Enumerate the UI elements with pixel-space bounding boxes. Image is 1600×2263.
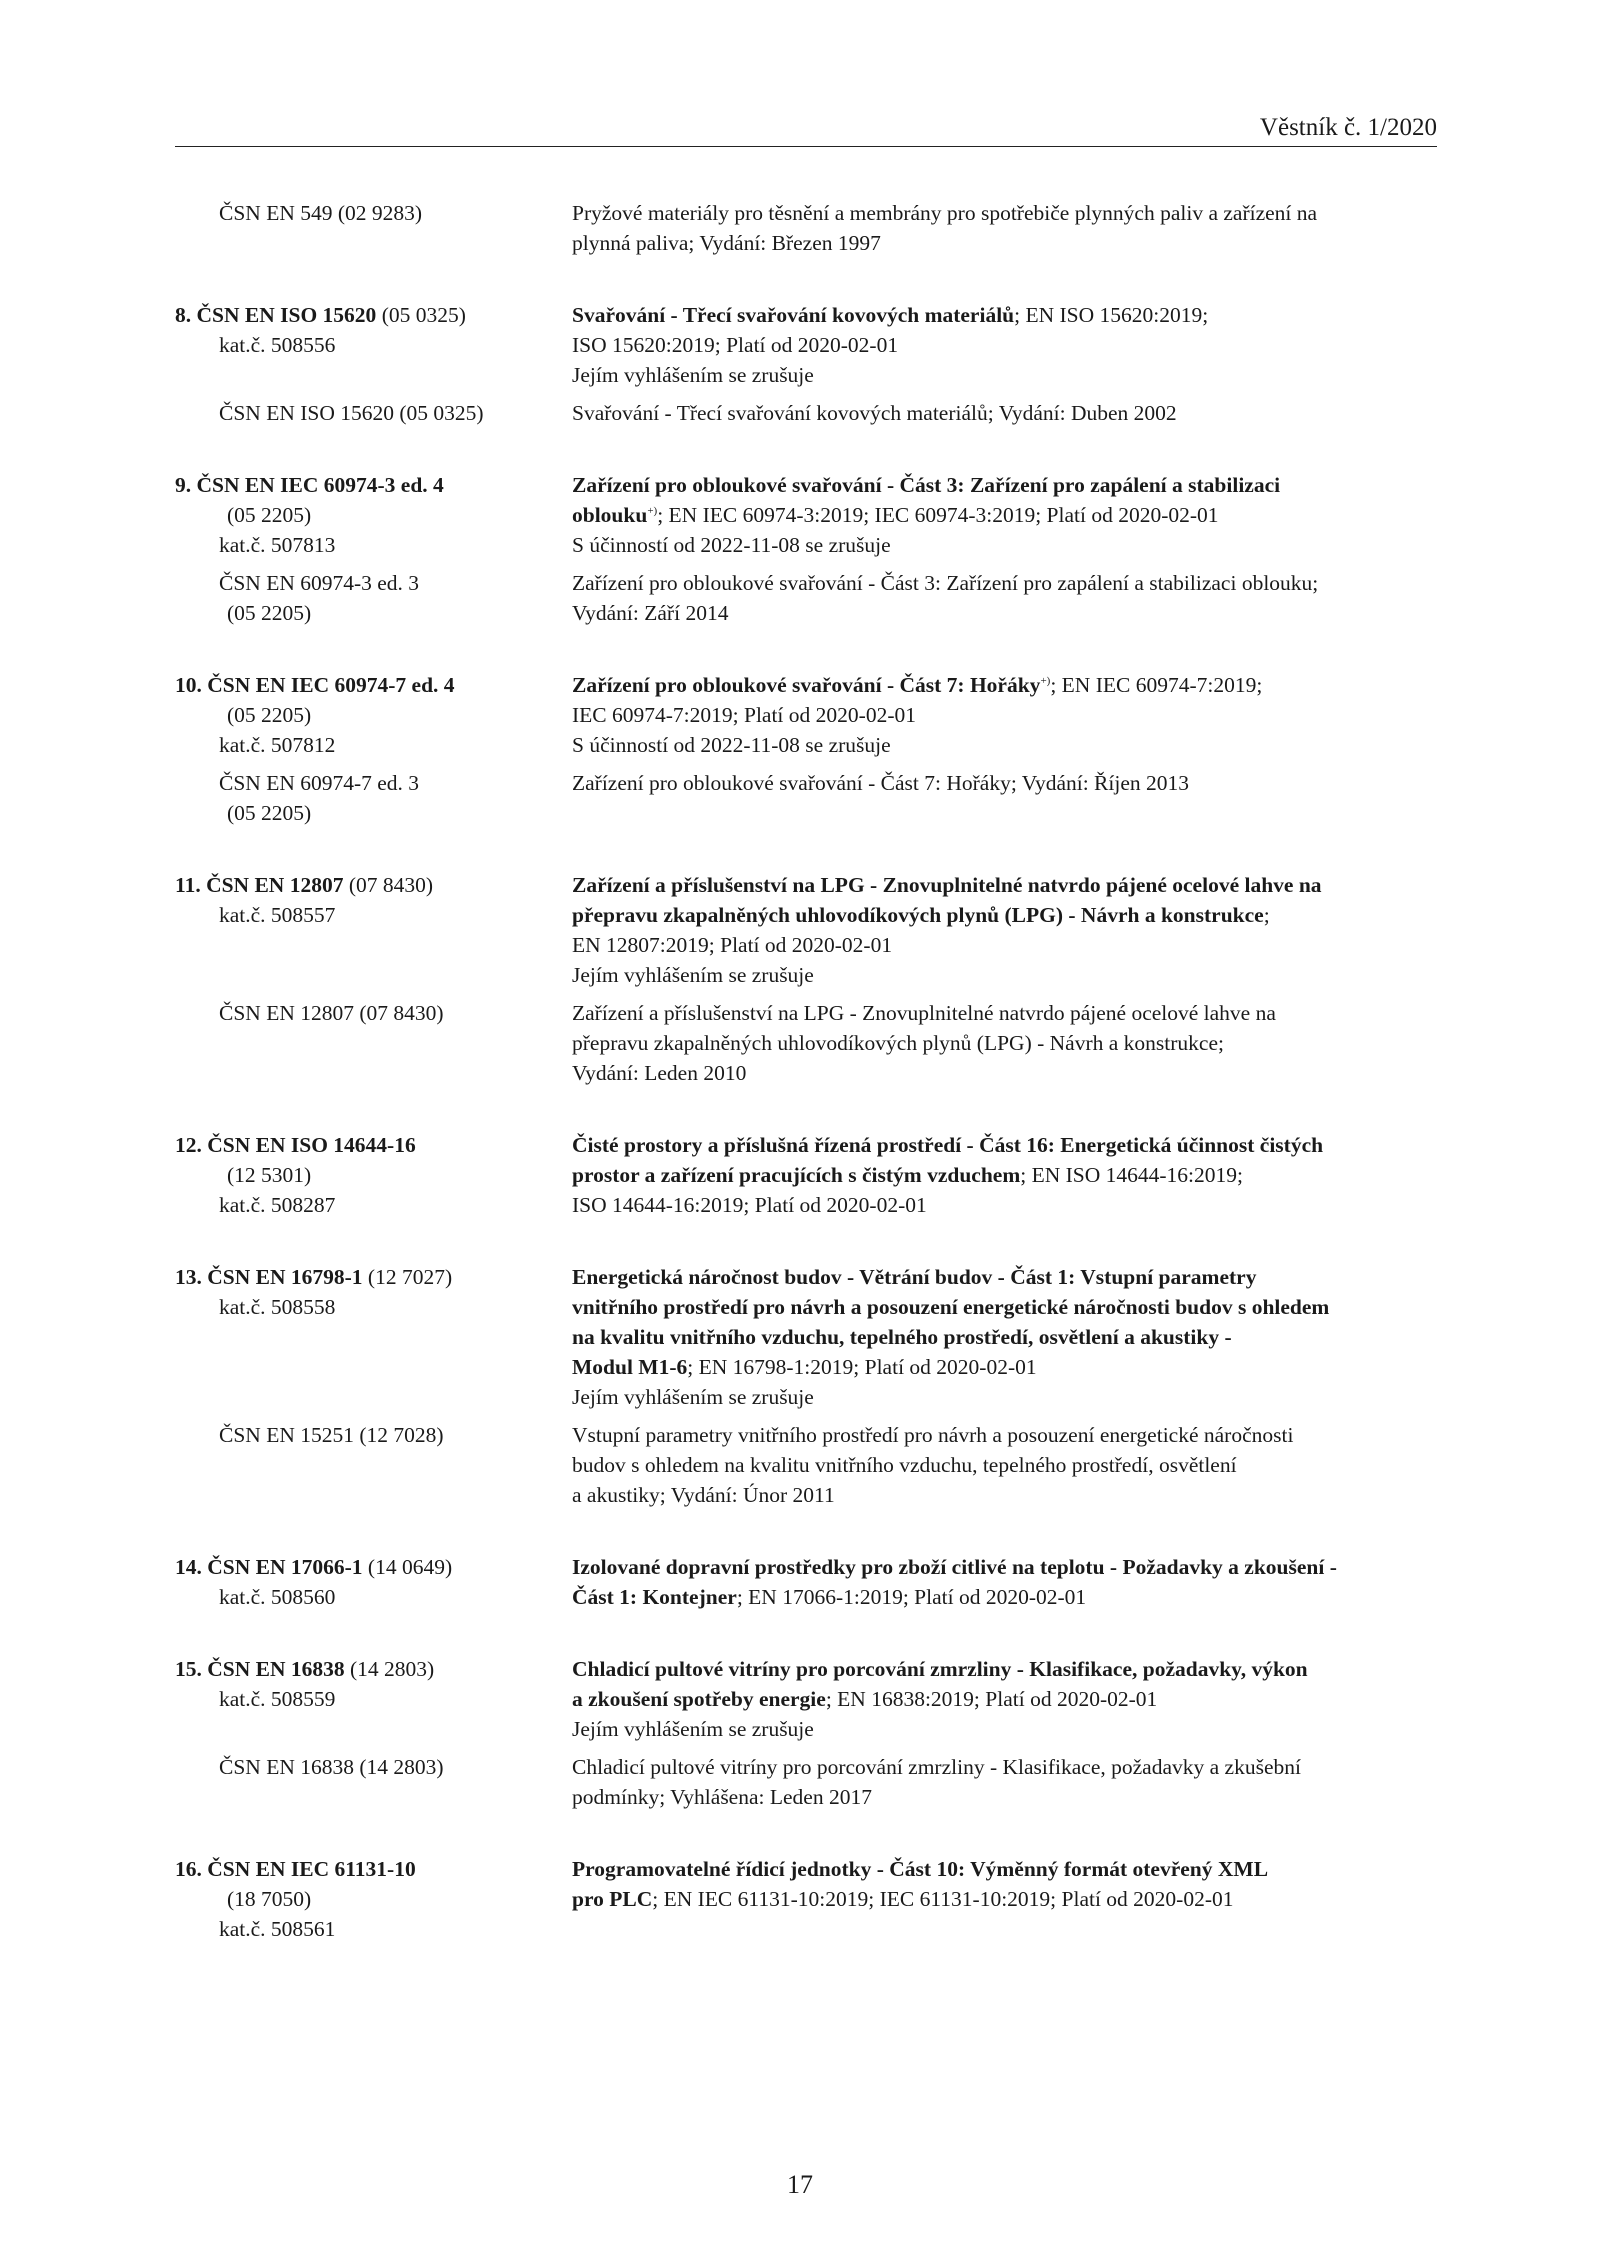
description-line xyxy=(572,228,1437,258)
standard-designation xyxy=(175,300,572,390)
replaced-standard-row xyxy=(175,398,1437,428)
description-line xyxy=(572,398,1437,428)
standard-description xyxy=(572,1130,1437,1220)
standard-description xyxy=(572,1654,1437,1744)
standard-row xyxy=(175,1654,1437,1744)
description-line xyxy=(572,1292,1437,1322)
standard-entry xyxy=(175,1654,1437,1812)
text-segment: 16. ČSN EN IEC 61131-10 xyxy=(175,1857,416,1881)
text-segment: ; EN IEC 60974-7:2019; xyxy=(1050,673,1263,697)
designation-line xyxy=(175,470,572,500)
text-segment: 9. ČSN EN IEC 60974-3 ed. 4 xyxy=(175,473,444,497)
description-line xyxy=(572,1684,1437,1714)
description-line xyxy=(572,1160,1437,1190)
text-segment: ČSN EN 16838 (14 2803) xyxy=(219,1755,444,1779)
text-segment: Programovatelné řídicí jednotky - Část 10: Výměnný formát otevřený XML xyxy=(572,1857,1269,1881)
designation-line xyxy=(175,700,572,730)
description-line xyxy=(572,1582,1437,1612)
text-segment: ČSN EN 549 (02 9283) xyxy=(219,201,423,225)
standard-row xyxy=(175,1130,1437,1220)
replaced-standard-row xyxy=(175,568,1437,628)
standard-description xyxy=(572,198,1437,258)
description-line xyxy=(572,500,1437,530)
description-line xyxy=(572,1028,1437,1058)
standard-row xyxy=(175,470,1437,560)
designation-line xyxy=(175,1262,572,1292)
text-segment: Zařízení a příslušenství na LPG - Znovuplnitelné natvrdo pájené ocelové lahve na xyxy=(572,1001,1276,1025)
description-line xyxy=(572,1322,1437,1352)
text-segment: 13. ČSN EN 16798-1 xyxy=(175,1265,363,1289)
text-segment: Zařízení pro obloukové svařování - Část 7: Hořáky; Vydání: Říjen 2013 xyxy=(572,771,1190,795)
designation-line xyxy=(175,670,572,700)
standard-description xyxy=(572,470,1437,560)
standard-description xyxy=(572,398,1437,428)
text-segment: ČSN EN 15251 (12 7028) xyxy=(219,1423,444,1447)
standards-list xyxy=(175,198,1437,1986)
standard-row xyxy=(175,300,1437,390)
text-segment: (07 8430) xyxy=(343,873,434,897)
designation-line xyxy=(175,500,572,530)
text-segment: 10. ČSN EN IEC 60974-7 ed. 4 xyxy=(175,673,455,697)
designation-line xyxy=(175,1752,572,1782)
description-line xyxy=(572,1420,1437,1450)
standard-description xyxy=(572,1552,1437,1612)
text-segment: 14. ČSN EN 17066-1 xyxy=(175,1555,363,1579)
text-segment: 11. ČSN EN 12807 xyxy=(175,873,344,897)
text-segment: kat.č. 508287 xyxy=(219,1193,336,1217)
designation-line xyxy=(175,998,572,1028)
standard-designation xyxy=(175,870,572,990)
description-line xyxy=(572,960,1437,990)
designation-line xyxy=(175,1854,572,1884)
text-segment: (05 2205) xyxy=(227,503,312,527)
designation-line xyxy=(175,1292,572,1322)
text-segment: ČSN EN 60974-3 ed. 3 xyxy=(219,571,420,595)
standard-row xyxy=(175,870,1437,990)
standard-description xyxy=(572,300,1437,390)
designation-line xyxy=(175,1190,572,1220)
designation-line xyxy=(175,1582,572,1612)
standard-entry xyxy=(175,470,1437,628)
text-segment: (12 7027) xyxy=(362,1265,453,1289)
designation-line xyxy=(175,870,572,900)
description-line xyxy=(572,198,1437,228)
designation-line xyxy=(175,1552,572,1582)
text-segment: Svařování - Třecí svařování kovových materiálů; Vydání: Duben 2002 xyxy=(572,401,1177,425)
text-segment: (14 2803) xyxy=(344,1657,435,1681)
description-line xyxy=(572,730,1437,760)
designation-line xyxy=(175,398,572,428)
designation-line xyxy=(175,900,572,930)
designation-line xyxy=(175,768,572,798)
description-line xyxy=(572,470,1437,500)
standard-designation xyxy=(175,568,572,628)
standard-designation xyxy=(175,198,572,258)
standard-entry xyxy=(175,1854,1437,1944)
text-segment: kat.č. 508558 xyxy=(219,1295,336,1319)
text-segment: (05 2205) xyxy=(227,703,312,727)
description-line xyxy=(572,1552,1437,1582)
standard-designation xyxy=(175,998,572,1088)
description-line xyxy=(572,700,1437,730)
text-segment: ; EN 16838:2019; Platí od 2020-02-01 xyxy=(825,1687,1158,1711)
standard-row xyxy=(175,198,1437,258)
footnote-mark: +) xyxy=(647,504,658,517)
text-segment: oblouku xyxy=(572,503,648,527)
designation-line xyxy=(175,1914,572,1944)
description-line xyxy=(572,1480,1437,1510)
text-segment: S účinností od 2022-11-08 se zrušuje xyxy=(572,733,891,757)
standard-row xyxy=(175,1854,1437,1944)
text-segment: Zařízení a příslušenství na LPG - Znovuplnitelné natvrdo pájené ocelové lahve na xyxy=(572,873,1322,897)
description-line xyxy=(572,568,1437,598)
text-segment: 15. ČSN EN 16838 xyxy=(175,1657,345,1681)
description-line xyxy=(572,900,1437,930)
text-segment: ČSN EN ISO 15620 (05 0325) xyxy=(219,401,484,425)
description-line xyxy=(572,1782,1437,1812)
text-segment: (05 2205) xyxy=(227,601,312,625)
description-line xyxy=(572,998,1437,1028)
standard-entry xyxy=(175,300,1437,428)
standard-entry xyxy=(175,670,1437,828)
replaced-standard-row xyxy=(175,768,1437,828)
designation-line xyxy=(175,330,572,360)
standard-designation xyxy=(175,470,572,560)
description-line xyxy=(572,330,1437,360)
text-segment: kat.č. 508560 xyxy=(219,1585,336,1609)
designation-line xyxy=(175,300,572,330)
description-line xyxy=(572,1752,1437,1782)
text-segment: S účinností od 2022-11-08 se zrušuje xyxy=(572,533,891,557)
standard-designation xyxy=(175,1654,572,1744)
description-line xyxy=(572,1262,1437,1292)
standard-designation xyxy=(175,1420,572,1510)
text-segment: přepravu zkapalněných uhlovodíkových plynů (LPG) - Návrh a konstrukce; xyxy=(572,1031,1224,1055)
text-segment: a akustiky; Vydání: Únor 2011 xyxy=(572,1483,835,1507)
text-segment: Pryžové materiály pro těsnění a membrány pro spotřebiče plynných paliv a zařízení na xyxy=(572,201,1318,225)
text-segment: ; EN 16798-1:2019; Platí od 2020-02-01 xyxy=(687,1355,1037,1379)
standard-designation xyxy=(175,1752,572,1812)
text-segment: ; EN ISO 14644-16:2019; xyxy=(1020,1163,1244,1187)
text-segment: kat.č. 508557 xyxy=(219,903,336,927)
text-segment: a zkoušení spotřeby energie xyxy=(572,1687,826,1711)
description-line xyxy=(572,1884,1437,1914)
description-line xyxy=(572,1450,1437,1480)
standard-description xyxy=(572,568,1437,628)
standard-entry xyxy=(175,1552,1437,1612)
description-line xyxy=(572,598,1437,628)
description-line xyxy=(572,1382,1437,1412)
text-segment: ČSN EN 60974-7 ed. 3 xyxy=(219,771,420,795)
text-segment: Část 1: Kontejner xyxy=(572,1585,737,1609)
text-segment: vnitřního prostředí pro návrh a posouzení energetické náročnosti budov s ohledem xyxy=(572,1295,1330,1319)
standard-description xyxy=(572,870,1437,990)
text-segment: kat.č. 507812 xyxy=(219,733,336,757)
standard-entry xyxy=(175,198,1437,258)
standard-designation xyxy=(175,1854,572,1944)
designation-line xyxy=(175,730,572,760)
text-segment: Čisté prostory a příslušná řízená prostředí - Část 16: Energetická účinnost čistých xyxy=(572,1133,1324,1157)
text-segment: Modul M1-6 xyxy=(572,1355,688,1379)
description-line xyxy=(572,768,1437,798)
text-segment: Izolované dopravní prostředky pro zboží citlivé na teplotu - Požadavky a zkoušení - xyxy=(572,1555,1337,1579)
standard-description xyxy=(572,998,1437,1088)
text-segment: (18 7050) xyxy=(227,1887,312,1911)
text-segment: budov s ohledem na kvalitu vnitřního vzduchu, tepelného prostředí, osvětlení xyxy=(572,1453,1237,1477)
text-segment: Jejím vyhlášením se zrušuje xyxy=(572,963,814,987)
standard-designation xyxy=(175,670,572,760)
description-line xyxy=(572,1854,1437,1884)
text-segment: prostor a zařízení pracujících s čistým vzduchem xyxy=(572,1163,1021,1187)
text-segment: přepravu zkapalněných uhlovodíkových plynů (LPG) - Návrh a konstrukce xyxy=(572,903,1264,927)
designation-line xyxy=(175,568,572,598)
standard-description xyxy=(572,768,1437,828)
text-segment: ; xyxy=(1263,903,1270,927)
text-segment: ISO 15620:2019; Platí od 2020-02-01 xyxy=(572,333,899,357)
text-segment: (14 0649) xyxy=(362,1555,453,1579)
replaced-standard-row xyxy=(175,998,1437,1088)
description-line xyxy=(572,1058,1437,1088)
standard-description xyxy=(572,1420,1437,1510)
standard-designation xyxy=(175,1552,572,1612)
text-segment: Zařízení pro obloukové svařování - Část 7: Hořáky xyxy=(572,673,1041,697)
text-segment: Jejím vyhlášením se zrušuje xyxy=(572,1717,814,1741)
standard-entry xyxy=(175,1262,1437,1510)
standard-row xyxy=(175,1552,1437,1612)
description-line xyxy=(572,1352,1437,1382)
standard-row xyxy=(175,670,1437,760)
text-segment: Chladicí pultové vitríny pro porcování zmrzliny - Klasifikace, požadavky a zkušební xyxy=(572,1755,1301,1779)
designation-line xyxy=(175,1420,572,1450)
text-segment: Energetická náročnost budov - Větrání budov - Část 1: Vstupní parametry xyxy=(572,1265,1257,1289)
text-segment: ČSN EN 12807 (07 8430) xyxy=(219,1001,444,1025)
text-segment: plynná paliva; Vydání: Březen 1997 xyxy=(572,231,881,255)
text-segment: na kvalitu vnitřního vzduchu, tepelného prostředí, osvětlení a akustiky - xyxy=(572,1325,1232,1349)
standard-row xyxy=(175,1262,1437,1412)
text-segment: ; EN ISO 15620:2019; xyxy=(1014,303,1209,327)
text-segment: pro PLC xyxy=(572,1887,653,1911)
text-segment: (05 0325) xyxy=(376,303,466,327)
text-segment: kat.č. 508559 xyxy=(219,1687,336,1711)
text-segment: 12. ČSN EN ISO 14644-16 xyxy=(175,1133,416,1157)
standard-designation xyxy=(175,398,572,428)
text-segment: ; EN IEC 60974-3:2019; IEC 60974-3:2019; Platí od 2020-02-01 xyxy=(657,503,1219,527)
text-segment: Vydání: Září 2014 xyxy=(572,601,729,625)
description-line xyxy=(572,930,1437,960)
designation-line xyxy=(175,198,572,228)
description-line xyxy=(572,670,1437,700)
description-line xyxy=(572,870,1437,900)
text-segment: podmínky; Vyhlášena: Leden 2017 xyxy=(572,1785,872,1809)
standard-designation xyxy=(175,1262,572,1412)
footnote-mark: +) xyxy=(1040,674,1051,687)
description-line xyxy=(572,1654,1437,1684)
designation-line xyxy=(175,598,572,628)
text-segment: Zařízení pro obloukové svařování - Část 3: Zařízení pro zapálení a stabilizaci oblouku; xyxy=(572,571,1319,595)
text-segment: (12 5301) xyxy=(227,1163,312,1187)
standard-designation xyxy=(175,1130,572,1220)
text-segment: Chladicí pultové vitríny pro porcování zmrzliny - Klasifikace, požadavky, výkon xyxy=(572,1657,1308,1681)
standard-designation xyxy=(175,768,572,828)
designation-line xyxy=(175,1684,572,1714)
designation-line xyxy=(175,1130,572,1160)
text-segment: Jejím vyhlášením se zrušuje xyxy=(572,1385,814,1409)
replaced-standard-row xyxy=(175,1752,1437,1812)
text-segment: Vydání: Leden 2010 xyxy=(572,1061,747,1085)
text-segment: kat.č. 508556 xyxy=(219,333,336,357)
text-segment: kat.č. 507813 xyxy=(219,533,336,557)
standard-description xyxy=(572,1752,1437,1812)
description-line xyxy=(572,530,1437,560)
text-segment: (05 2205) xyxy=(227,801,312,825)
designation-line xyxy=(175,1654,572,1684)
standard-description xyxy=(572,1854,1437,1944)
description-line xyxy=(572,1714,1437,1744)
text-segment: ; EN IEC 61131-10:2019; IEC 61131-10:2019; Platí od 2020-02-01 xyxy=(652,1887,1234,1911)
text-segment: 8. ČSN EN ISO 15620 xyxy=(175,303,377,327)
text-segment: kat.č. 508561 xyxy=(219,1917,336,1941)
text-segment: IEC 60974-7:2019; Platí od 2020-02-01 xyxy=(572,703,916,727)
page-header xyxy=(175,108,1437,147)
designation-line xyxy=(175,530,572,560)
text-segment: Svařování - Třecí svařování kovových materiálů xyxy=(572,303,1015,327)
text-segment: ; EN 17066-1:2019; Platí od 2020-02-01 xyxy=(736,1585,1087,1609)
standard-description xyxy=(572,1262,1437,1412)
standard-entry xyxy=(175,870,1437,1088)
designation-line xyxy=(175,798,572,828)
replaced-standard-row xyxy=(175,1420,1437,1510)
text-segment: Zařízení pro obloukové svařování - Část 3: Zařízení pro zapálení a stabilizaci xyxy=(572,473,1281,497)
text-segment: Vstupní parametry vnitřního prostředí pro návrh a posouzení energetické náročnosti xyxy=(572,1423,1294,1447)
text-segment: EN 12807:2019; Platí od 2020-02-01 xyxy=(572,933,893,957)
description-line xyxy=(572,1190,1437,1220)
description-line xyxy=(572,1130,1437,1160)
description-line xyxy=(572,300,1437,330)
text-segment: Jejím vyhlášením se zrušuje xyxy=(572,363,814,387)
standard-entry xyxy=(175,1130,1437,1220)
text-segment: ISO 14644-16:2019; Platí od 2020-02-01 xyxy=(572,1193,927,1217)
page-number: 17 xyxy=(787,2170,813,2199)
standard-description xyxy=(572,670,1437,760)
description-line xyxy=(572,360,1437,390)
designation-line xyxy=(175,1160,572,1190)
designation-line xyxy=(175,1884,572,1914)
bulletin-title: Věstník č. 1/2020 xyxy=(1259,114,1437,141)
